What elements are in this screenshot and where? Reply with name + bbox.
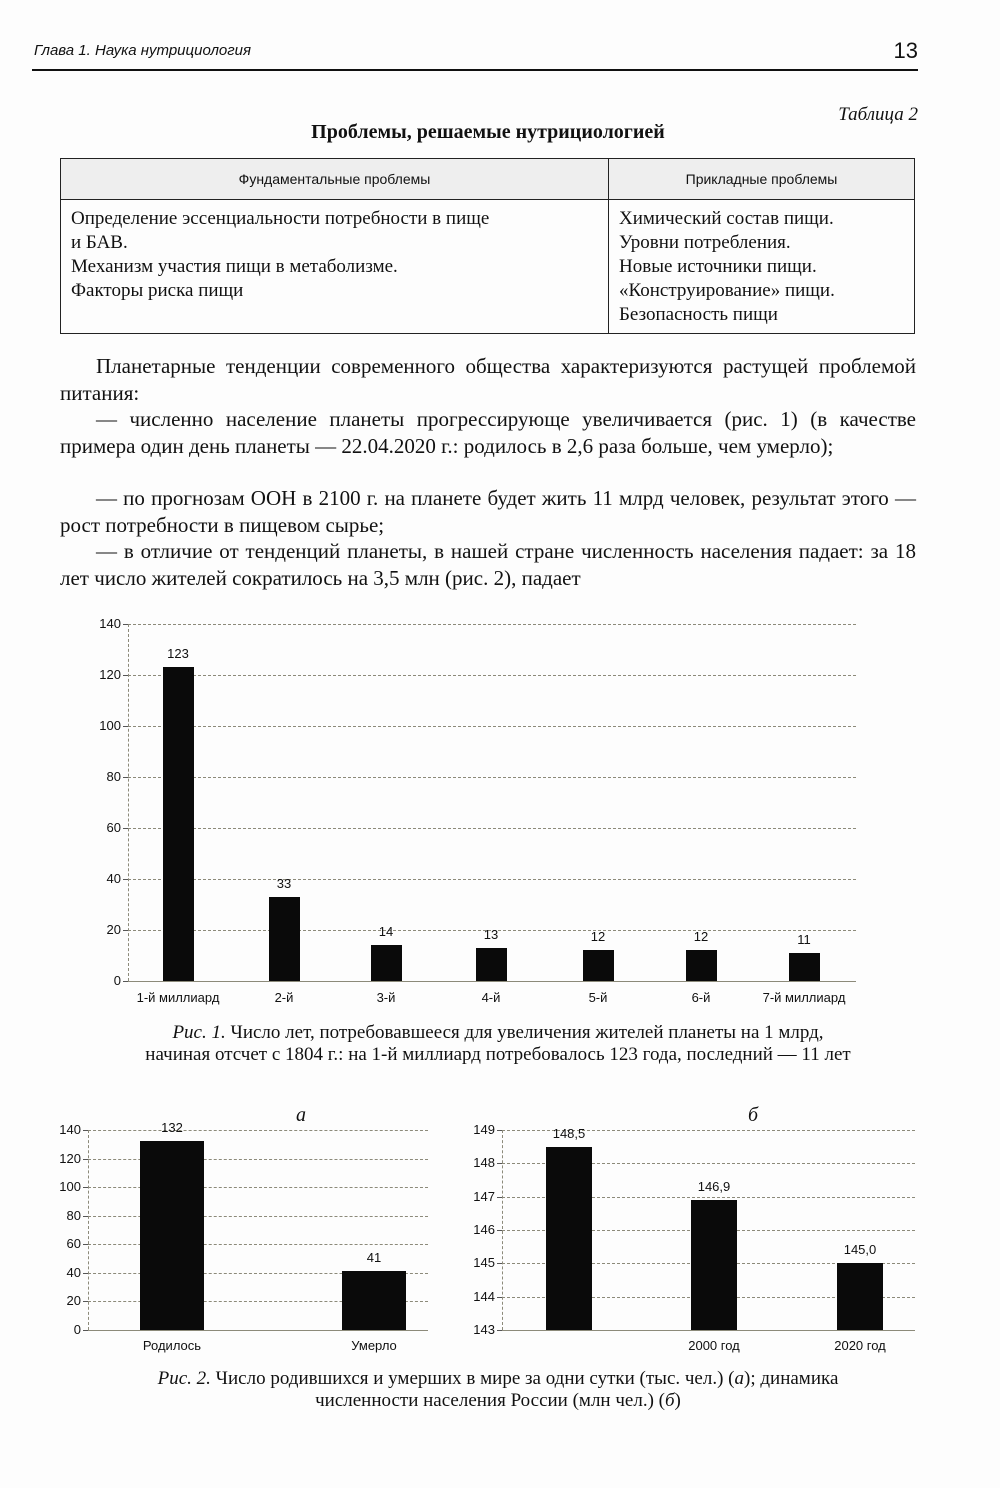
gridline [128,879,856,880]
page-number: 13 [893,38,918,63]
y-tick-label: 80 [66,1207,81,1223]
bar [163,667,194,981]
paragraph [60,353,916,406]
y-tick-label: 120 [99,667,121,682]
gridline [502,1330,915,1331]
y-tick-label: 40 [66,1264,81,1280]
bar [269,897,300,981]
cell-line: Химический состав пищи. [619,208,834,229]
gridline [128,777,856,778]
caption-text: ) [674,1390,681,1411]
bar [789,953,820,981]
bar [837,1263,883,1330]
tick-mark [123,777,128,778]
gridline [128,675,856,676]
y-tick-label: 148 [473,1155,495,1171]
tick-mark [83,1273,88,1274]
gridline [88,1301,428,1302]
tick-mark [123,726,128,727]
cell-line: «Конструирование» пищи. [619,280,835,301]
y-tick-label: 0 [113,973,121,988]
paragraph [60,485,916,538]
gridline [502,1297,915,1298]
cell-line: Уровни потребления. [619,232,791,253]
paragraph-text: — по прогнозам ООН в 2100 г. на планете будет жить 11 млрд человек, результат этого — рост потребности в пищевом сырье; [60,486,916,537]
gridline [88,1130,428,1131]
x-category-label: 2020 год [834,1338,886,1353]
y-tick-label: 147 [473,1188,495,1204]
gridline [502,1263,915,1264]
fundamental-cell [61,200,609,334]
gridline [128,726,856,727]
caption-text: ); динамика [744,1368,839,1389]
gridline [128,624,856,625]
gridline [88,1187,428,1188]
x-category-label: 2-й [274,990,294,1005]
table-title: Проблемы, решаемые нутрициологией [311,121,665,143]
gridline [502,1130,915,1131]
figure1-caption [40,1022,956,1066]
paragraph [60,406,916,459]
y-tick-label: 40 [106,871,121,886]
gridline [88,1216,428,1217]
applied-cell [609,200,915,334]
tick-mark [497,1263,502,1264]
tick-mark [83,1159,88,1160]
x-category-label: 4-й [481,990,501,1005]
cell-line: Безопасность пищи [619,304,778,325]
x-category-label: 3-й [376,990,396,1005]
x-category-label: 6-й [691,990,711,1005]
y-axis [502,1130,503,1330]
bar [686,950,717,981]
y-tick-label: 20 [66,1293,81,1309]
paragraph-text: — в отличие от тенденций планеты, в нашей стране численность населения падает: за 18 лет число жителей сократилось на 3,5 млн (рис. 2), падает [60,539,916,590]
gridline [88,1330,428,1331]
problems-table [60,158,915,334]
paragraph-text: Планетарные тенденции современного общества характеризуются растущей проблемой питания: [60,354,916,405]
y-tick-label: 146 [473,1222,495,1237]
x-category-label: 1-й миллиард [136,990,220,1005]
bar [476,948,507,981]
y-tick-label: 100 [59,1179,81,1195]
x-category-label: 2000 год [688,1338,740,1353]
tick-mark [123,879,128,880]
gridline [88,1159,428,1160]
bar-value-label: 146,9 [697,1179,731,1194]
tick-mark [497,1297,502,1298]
caption-label: Рис. 2. [157,1368,211,1389]
gridline [502,1197,915,1198]
bar-value-label: 41 [366,1250,382,1266]
bar [342,1271,406,1330]
cell-line: Новые источники пищи. [619,256,817,277]
paragraph [60,538,916,591]
tick-mark [497,1130,502,1131]
y-tick-label: 120 [59,1150,81,1166]
x-category-label: 7-й миллиард [762,990,846,1005]
bar-value-label: 148,5 [552,1125,586,1141]
table-label: Таблица 2 [838,104,918,125]
column-header-applied: Прикладные проблемы [609,159,915,200]
y-tick-label: 140 [99,616,121,631]
gridline [502,1230,915,1231]
gridline [128,930,856,931]
tick-mark [83,1187,88,1188]
caption-panel-ref: а [734,1368,745,1389]
caption-text: численности населения России (млн чел.) ( [315,1390,665,1411]
tick-mark [497,1330,502,1331]
bar-value-label: 33 [276,875,292,891]
tick-mark [123,828,128,829]
header-rule [32,69,918,71]
y-tick-label: 80 [106,769,121,784]
tick-mark [497,1230,502,1231]
caption-panel-ref: б [664,1390,675,1411]
panel-label-a: а [296,1104,306,1126]
bar-value-label: 123 [167,646,189,662]
tick-mark [497,1197,502,1198]
bar [546,1147,592,1330]
x-category-label: 5-й [588,990,608,1005]
bar-value-label: 132 [161,1120,183,1136]
y-tick-label: 20 [106,922,121,937]
bar [140,1141,204,1330]
tick-mark [123,981,128,982]
caption-text: начиная отсчет с 1804 г.: на 1-й миллиард потребовалось 123 года, последний — 11 лет [145,1044,851,1065]
running-head: Глава 1. Наука нутрициология [34,42,252,59]
caption-text: Число лет, потребовавшееся для увеличения жителей планеты на 1 млрд, [225,1022,824,1043]
panel-label-b: б [748,1104,759,1126]
y-tick-label: 0 [73,1322,81,1337]
bar-value-label: 12 [693,929,709,945]
tick-mark [123,624,128,625]
tick-mark [83,1244,88,1245]
x-category-label: Умерло [351,1338,397,1353]
cell-line: Механизм участия пищи в метаболизме. [71,256,398,277]
y-tick-label: 140 [59,1122,81,1137]
bar [583,950,614,981]
bar-value-label: 13 [483,926,499,942]
bar-value-label: 11 [797,931,811,947]
tick-mark [123,930,128,931]
y-tick-label: 60 [66,1236,81,1252]
bar-value-label: 145,0 [843,1242,877,1258]
paragraph-text: — численно население планеты прогрессирующе увеличивается (рис. 1) (в качестве примера один день планеты — 22.04.2020 г.: родилось в 2,6 раза больше, чем умерло); [60,407,916,458]
cell-line: Факторы риска пищи [71,280,244,301]
cell-line: Определение эссенциальности потребности в пище [71,208,490,229]
tick-mark [83,1301,88,1302]
bar-value-label: 14 [378,924,394,940]
cell-line: и БАВ. [71,232,128,253]
y-tick-label: 145 [473,1255,495,1271]
bar-value-label: 12 [590,929,606,945]
gridline [88,1273,428,1274]
tick-mark [83,1330,88,1331]
tick-mark [83,1216,88,1217]
gridline [128,981,856,982]
bar [371,945,402,981]
gridline [88,1244,428,1245]
y-tick-label: 143 [473,1322,495,1337]
y-tick-label: 100 [99,718,121,733]
y-tick-label: 144 [473,1288,495,1304]
tick-mark [83,1130,88,1131]
caption-label: Рис. 1. [172,1022,226,1043]
gridline [502,1163,915,1164]
gridline [128,828,856,829]
tick-mark [497,1163,502,1164]
x-category-label: Родилось [142,1338,202,1353]
y-axis [128,624,129,981]
y-axis [88,1130,89,1330]
column-header-fundamental: Фундаментальные проблемы [61,159,609,200]
tick-mark [123,675,128,676]
y-tick-label: 149 [473,1122,495,1137]
figure2-caption [40,1368,956,1412]
bar [691,1200,737,1330]
y-tick-label: 60 [106,820,121,835]
caption-text: Число родившихся и умерших в мире за одни сутки (тыс. чел.) ( [210,1368,735,1389]
